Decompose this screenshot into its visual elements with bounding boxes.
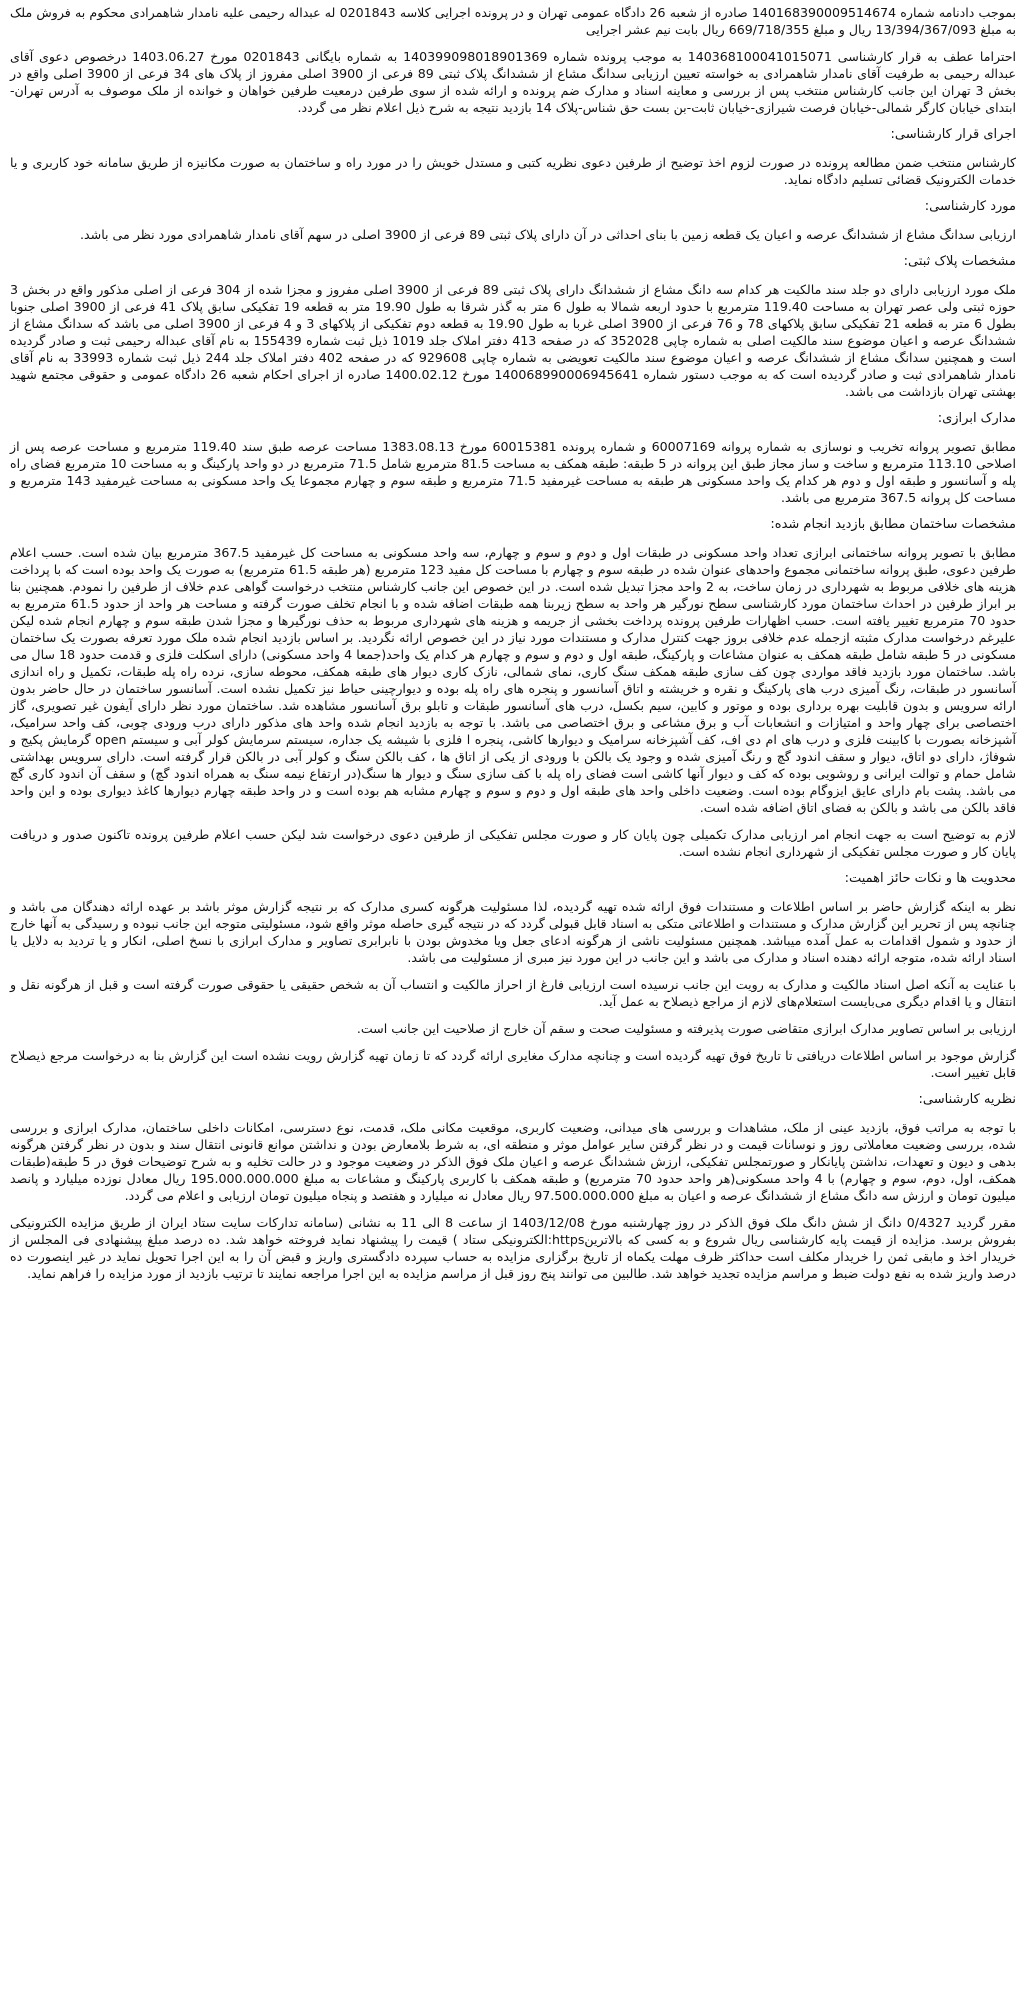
subject-paragraph: ارزیابی سدانگ مشاع از ششدانگ عرصه و اعیان یک قطعه زمین با بنای احداثی در آن دارای پلاک ثبتی 89 فرعی از 3900 اصلی در سهم آقای نامدار شاهمرادی مورد نظر می باشد. — [80, 227, 1016, 242]
heading-documents: مدارک ابرازی: — [937, 411, 1016, 426]
heading-opinion: نظریه کارشناسی: — [918, 1092, 1016, 1107]
limitations-paragraph-1: نظر به اینکه گزارش حاضر بر اساس اطلاعات و مستندات فوق ارائه شده تهیه گردیده، لذا مسئولیت هرگونه کسری مدارک که بر نتیجه گزارش موثر باشد بر عهده ارائه دهندگان می باشد و چنانچه پس از تحریر این گزارش مدارک و مستندات و اطلاعاتی متکی به اسناد قابل قبولی گردد که در نتیجه گیری حاصله موثر واقع شود، مسئولیتی متوجه این جانب نبوده و رسیدگی به آنها خارج از حدود و شمول اقدامات به عمل آمده میباشد. همچنین مسئولیت ناشی از هرگونه ادعای جعل ویا مخدوش بودن با نابرابری تصاویر و مدارک ابرازی با نسخ اصلی، انکار و یا تردید به دلایل یا اسناد ارائه شده، متوجه ارائه دهنده اسناد و مدارک می باشد و این جانب در این مورد نیز مبری از مسئولیت می باشد. — [10, 899, 1016, 965]
documents-paragraph: مطابق تصویر پروانه تخریب و نوسازی به شماره پروانه 60007169 و شماره پرونده 60015381 مورخ 1383.08.13 مساحت عرصه طبق سند 119.40 مترمربع و مساحت عرصه پس از اصلاحی 113.10 مترمربع و ساخت و ساز مجاز طبق این پروانه در 5 طبقه: طبقه همکف به مساحت 81.5 مترمربع شامل 71.5 مترمربع در دو واحد پارکینگ و به مساحت 10 مترمربع فضای راه پله و آسانسور و طبقه اول و دوم هر کدام یک واحد مسکونی هر طبقه به مساحت غیرمفید 71.5 مترمربع و طبقه سوم و چهارم مجموعا یک واحد مسکونی به مساحت غیرمفید 143 مترمربع و مساحت کل پروانه 367.5 مترمربع می باشد. — [10, 439, 1016, 505]
limitations-paragraph-4: گزارش موجود بر اساس اطلاعات دریافتی تا تاریخ فوق تهیه گردیده است و چنانچه مدارک مغایری ارائه گردد که تا زمان تهیه گزارش رویت نشده است این گزارش بنا به درخواست مرجع ذیصلاح قابل تغییر است. — [10, 1048, 1016, 1080]
registry-paragraph: ملک مورد ارزیابی دارای دو جلد سند مالکیت هر کدام سه دانگ مشاع از ششدانگ دارای پلاک ثبتی 89 فرعی از 3900 اصلی مفروز و مجزا شده از 304 فرعی از اصلی مذکور واقع در بخش 3 حوزه ثبتی ولی عصر تهران به مساحت 119.40 مترمربع با حدود اربعه شمالا به طول 6 متر به گذر شرقا به طول 19.90 متر به قطعه 19 تفکیکی سابق پلاک 41 فرعی از 3900 اصلی جنوبا بطول 6 متر به قطعه 21 تفکیکی سابق پلاکهای 78 و 76 فرعی از 3900 اصلی غربا به طول 19.90 به قطعه دوم تفکیکی از پلاکهای 3 و 4 فرعی از 3900 اصلی می باشد که سدانگ مشاع از ششدانگ عرصه و اعیان موضوع سند مالکیت اصلی به شماره چاپی 352028 که در صفحه 413 دفتر املاک جلد 1019 ذیل ثبت شماره 155439 به نام آقای عبداله رحیمی ثبت و صادر گردیده است و همچنین سدانگ مشاع از ششدانگ عرصه و اعیان موضوع سند مالکیت تعویضی به شماره چاپی 929608 که در صفحه 402 دفتر املاک جلد 244 ذیل ثبت شماره 33993 به نام آقای نامدار شاهمرادی ثبت و صادر گردیده است که به موجب دستور شماره 140068990006945641 مورخ 1400.02.12 صادره از اجرای احکام شعبه 26 دادگاه عمومی و حقوقی مجتمع شهید بهشتی تهران بازداشت می باشد. — [10, 282, 1017, 399]
intro-paragraph: بموجب دادنامه شماره 140168390009514674 صادره از شعبه 26 دادگاه عمومی تهران و در پرونده اجرایی کلاسه 0201843 له عبداله رحیمی علیه نامدار شاهمرادی محکوم به فروش ملک به مبلغ 13/394/367/093 ریال و مبلغ 669/718/355 ریال بابت نیم عشر اجرایی — [10, 5, 1016, 37]
note-paragraph: لازم به توضیح است به جهت انجام امر ارزیابی مدارک تکمیلی چون پایان کار و صورت مجلس تفکیکی از طرفین دعوی درخواست شد لیکن حسب اعلام طرفین پرونده تاکنون صدور و دریافت پایان کار و صورت مجلس تفکیکی از شهرداری انجام نشده است. — [10, 827, 1016, 859]
auction-paragraph: مقرر گردید 0/4327 دانگ از شش دانگ ملک فوق الذکر در روز چهارشنبه مورخ 1403/12/08 از ساعت 8 الی 11 به نشانی (سامانه تدارکات سایت ستاد ایران از طریق مزایده الکترونیکی بفروش برسد. مزایده از قیمت پایه کارشناسی ریال شروع و به کسی که بالاترینhttps:الکترونیکی ستاد ) قیمت را پیشنهاد نماید فروخته خواهد شد. ده درصد مبلغ پیشنهادی فی المجلس از خریدار اخذ و مابقی ثمن را خریدار مکلف است حداکثر ظرف مهلت یکماه از تاریخ برگزاری مزایده به حساب سپرده دادگستری واریز و قبض آن را به این اجرا تحویل نماید در غیر اینصورت ده درصد واریز شده به نفع دولت ضبط و مراسم مزایده تجدید خواهد شد. طالبین می توانند پنج روز قبل از مراسم مزایده به این اجرا مراجعه نمایند تا ترتیب بازدید از مورد مزایده را فراهم نماید. — [10, 1215, 1017, 1281]
limitations-paragraph-2: با عنایت به آنکه اصل اسناد مالکیت و مدارک به رویت این جانب نرسیده است ارزیابی فارغ از احراز مالکیت و انتساب آن به شخص حقیقی یا حقوقی صورت گرفته است و قبل از هرگونه نقل و انتقال و یا اقدام دیگری می‌بایست استعلام‌های لازم از مراجع ذیصلاح به عمل آید. — [10, 977, 1016, 1009]
heading-subject: مورد کارشناسی: — [924, 199, 1016, 214]
heading-building: مشخصات ساختمان مطابق بازدید انجام شده: — [770, 517, 1016, 532]
assignment-paragraph: احتراما عطف به قرار کارشناسی 140368100041015071 به موجب پرونده شماره 140399098018901369 به شماره بایگانی 0201843 مورخ 1403.06.27 درخصوص دعوی آقای عبداله رحیمی به طرفیت آقای نامدار شاهمرادی به خواسته تعیین ارزیابی سدانگ مشاع از ششدانگ پلاک ثبتی 89 فرعی از 3900 اصلی مفروز از پلاک های 34 فرعی از 3900 اصلی واقع در بخش 3 تهران این جانب کارشناس منتخب پس از بررسی و معاینه اسناد و مدارک ضم پرونده و ارائه شده از سوی طرفین درمعیت طرفین خواهان و خوانده از ملک موصوف به آدرس تهران-ابتدای خیابان کارگر شمالی-خیابان فرصت شیرازی-خیابان ثابت-بن بست حق شناس-پلاک 14 بازدید نتیجه به شرح ذیل اعلام نظر می گردد. — [10, 49, 1016, 115]
building-paragraph: مطابق با تصویر پروانه ساختمانی ابرازی تعداد واحد مسکونی در طبقات اول و دوم و سوم و چهارم، سه واحد مسکونی به مساحت کل غیرمفید 367.5 مترمربع بیان شده است. حسب اعلام طرفین دعوی، طبق پروانه ساختمانی مجموع واحدهای عنوان شده در طبقه سوم و چهارم با مساحت کل مفید 123 مترمربع (هر طبقه 61.5 مترمربع) به صورت یک واحد بوده است که با پرداخت هزینه های خلافی مربوط به شهرداری در زمان ساخت، به 2 واحد مجزا تبدیل شده است. در این خصوص این جانب کارشناس منتخب درخواست گواهی عدم خلاف از طرفین را نمودم. همچنین بنا بر ابراز طرفین در احداث ساختمان مورد کارشناسی سطح نورگیر هر واحد به سطح زیربنا همه طبقات اضافه شده و با انجام تخلف صورت گرفته و مساحت هر واحد از حدود 61.5 مترمربع به حدود 70 مترمربع تغییر یافته است. حسب اظهارات طرفین پرونده پرداخت بخشی از جریمه و هزینه های شهرداری مربوط به حذف نورگیرها و مجزا شدن طبقه سوم و چهارم انجام شده لیکن علیرغم درخواست مدارک مثبته ازجمله عدم خلافی بروز جهت کنترل مدارک و مستندات مورد نیاز در این خصوص ارائه نگردید. بر اساس بازدید انجام شده ملک مورد تعرفه بصورت یک ساختمان مسکونی در 5 طبقه شامل طبقه همکف به عنوان مشاعات و پارکینگ، طبقه اول و دوم و سوم و چهارم هر کدام یک واحد(جمعا 4 واحد مسکونی) دارای اسکلت فلزی و قدمت حدود 18 سال می باشد. ساختمان مورد بازدید فاقد مواردی چون کف سازی طبقه همکف سنگ کاری، نمای شمالی، نازک کاری دیوار های طبقه همکف، محوطه سازی، نرده راه پله طبقات، تکمیل و راه اندازی آسانسور در طبقات، رنگ آمیزی درب های پارکینگ و نقره و خریشته و اتاق آسانسور و پنجره های راه پله بوده و دیوارچینی حیاط نیز تکمیل نشده است. آسانسور ساختمان در حال حاضر بدون ارائه سرویس و بدون قابلیت بهره برداری بوده و موتور و کابین، سیم بکسل، درب های آسانسور طبقات و تابلو برق آسانسور مشاهده شد. ساختمان مورد نظر دارای آیفون غیر تصویری، گاز اختصاصی برای چهار واحد و امتیازات و انشعابات آب و برق مشاعی و برق اختصاصی می باشد. با توجه به بازدید انجام شده واحد های مذکور دارای درب ورودی چوبی، کف واحد سرامیک، آشپزخانه بصورت با کابینت فلزی و درب های ام دی اف، کف آشپزخانه سرامیک و دیوارها کاشی، پنجره ا فلزی با شیشه یک جداره، سیستم سرمایش کولر آبی و سیستم open گرمایش پکیج و شوفاژ، دارای دو اتاق، دیوار و سقف اندود گچ و رنگ آمیزی شده و وجود یک بالکن با ورودی از یکی از اتاق ها ، کف بالکن سنگ و کولر آبی در بالکن قرار گرفته است. دارای سرویس بهداشتی شامل حمام و توالت ایرانی و روشویی بوده که کف و دیوار آنها کاشی است فضای راه پله با کف سازی سنگ و دیوار ها سنگ(در ارتفاع نیمه سنگ به همراه اندود گچ) و سقف آن اندود کاری گچ می باشد. پشت بام دارای عایق ایزوگام بوده است. وضعیت داخلی واحد های طبقه اول و دوم و سوم و چهارم مشابه هم بوده است و در واحد طبقه چهارم دیوارها کاغذ دیواری بوده و این واحد فاقد بالکن می باشد و بالکن به فضای اتاق اضافه شده است. — [10, 545, 1016, 815]
execution-paragraph: کارشناس منتخب ضمن مطالعه پرونده در صورت لزوم اخذ توضیح از طرفین دعوی نظریه کتبی و مستدل خویش را در مورد راه و ساختمان به صورت مکانیزه از طریق سامانه خود کاربری و یا خدمات الکترونیک قضائی تسلیم دادگاه نماید. — [10, 155, 1016, 187]
limitations-paragraph-3: ارزیابی بر اساس تصاویر مدارک ابرازی متقاضی صورت پذیرفته و مسئولیت صحت و سقم آن خارج از صلاحیت این جانب است. — [356, 1021, 1016, 1036]
heading-registry: مشخصات پلاک ثبتی: — [903, 254, 1016, 269]
opinion-paragraph: با توجه به مراتب فوق، بازدید عینی از ملک، مشاهدات و بررسی های میدانی، وضعیت کاربری، موقعیت مکانی ملک، قدمت، نوع دسترسی، امکانات داخلی ساختمان، مدارک ابرازی و بررسی شده، بررسی وضعیت معاملاتی روز و نوسانات قیمت و در نظر گرفتن سایر عوامل موثر و منطقه ای، به شرط بلامعارض بودن و نداشتن موانع قانونی انتقال سند و بدون در نظر گرفتن هرگونه بدهی و دیون و تعهدات، نداشتن پایانکار و صورتمجلس تفکیکی، ارزش ششدانگ عرصه و اعیان ملک فوق الذکر در وضعیت موجود و در حالت تخلیه و به شرح توضیحات فوق در 5 طبقه(طبقات همکف، اول، دوم، سوم و چهارم) با 4 واحد مسکونی(هر واحد حدود 70 مترمربع) و طبقه همکف با کاربری پارکینگ و مشاعات به مبلغ 195.000.000.000 ریال معادل نوزده میلیارد و پانصد میلیون تومان و ارزش سه دانگ مشاع از ششدانگ عرصه و اعیان به مبلغ 97.500.000.000 ریال معادل نه میلیارد و هفتصد و پنجاه میلیون تومان ارزیابی و اعلام می گردد. — [10, 1120, 1017, 1203]
heading-limitations: محدویت ها و نکات حائز اهمیت: — [844, 871, 1016, 886]
heading-execution: اجرای قرار کارشناسی: — [890, 127, 1016, 142]
